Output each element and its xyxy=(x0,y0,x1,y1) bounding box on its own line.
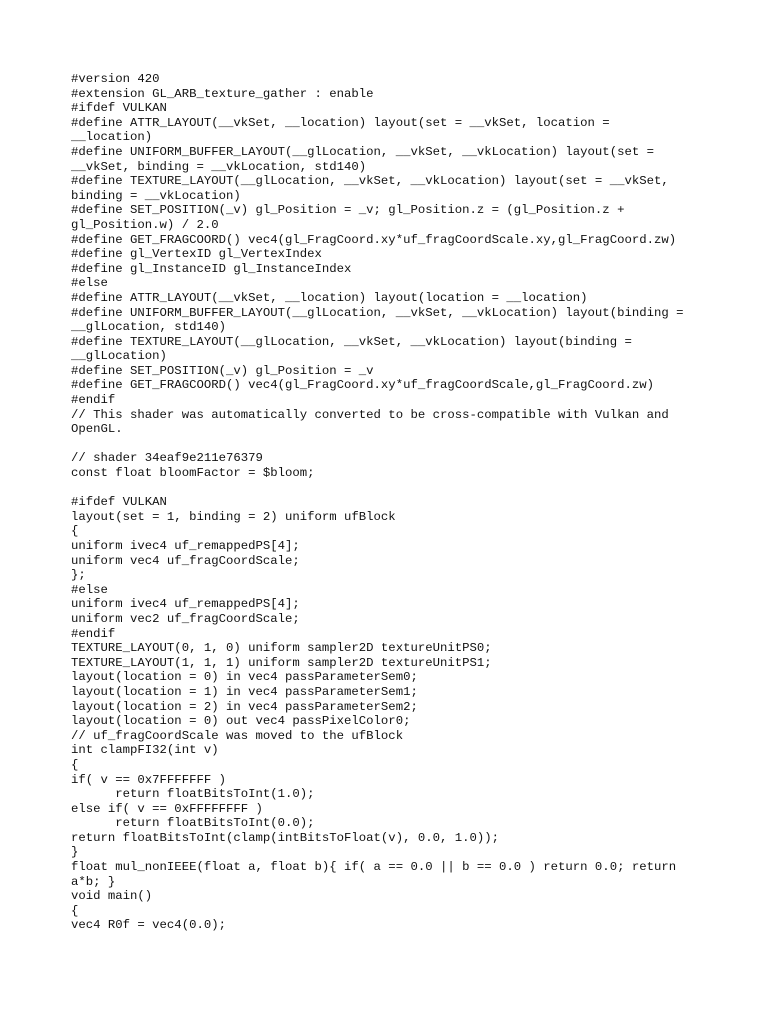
code-line: uniform vec4 uf_fragCoordScale; xyxy=(71,553,300,568)
code-line: vec4 R0f = vec4(0.0); xyxy=(71,918,226,933)
code-line: #else xyxy=(71,276,108,291)
code-line: layout(location = 2) in vec4 passParameterSem2; xyxy=(71,699,418,714)
code-line: #ifdef VULKAN xyxy=(71,101,167,116)
code-line: #ifdef VULKAN xyxy=(71,495,167,510)
code-line: #define GET_FRAGCOORD() vec4(gl_FragCoord.xy*uf_fragCoordScale.xy,gl_FragCoord.zw) xyxy=(71,232,677,247)
code-line: return floatBitsToInt(clamp(intBitsToFloat(v), 0.0, 1.0)); xyxy=(71,830,500,845)
code-line: }; xyxy=(71,568,86,583)
code-line: { xyxy=(71,903,79,918)
code-line: #define ATTR_LAYOUT(__vkSet, __location) layout(location = __location) xyxy=(71,290,588,305)
code-line: int clampFI32(int v) xyxy=(71,743,219,758)
code-line: #define UNIFORM_BUFFER_LAYOUT(__glLocation, __vkSet, __vkLocation) layout(binding = xyxy=(71,305,684,320)
code-line: // uf_fragCoordScale was moved to the ufBlock xyxy=(71,728,404,743)
code-line: void main() xyxy=(71,889,153,904)
code-line: OpenGL. xyxy=(71,422,123,437)
code-line: return floatBitsToInt(0.0); xyxy=(71,816,315,831)
code-line: __glLocation, std140) xyxy=(71,320,226,335)
code-line: #endif xyxy=(71,393,116,408)
code-line: layout(set = 1, binding = 2) uniform ufBlock xyxy=(71,509,396,524)
code-line: const float bloomFactor = $bloom; xyxy=(71,466,315,481)
code-line: float mul_nonIEEE(float a, float b){ if( a == 0.0 || b == 0.0 ) return 0.0; return xyxy=(71,860,677,875)
code-line: #define gl_InstanceID gl_InstanceIndex xyxy=(71,261,352,276)
code-line: gl_Position.w) / 2.0 xyxy=(71,217,219,232)
code-line: TEXTURE_LAYOUT(0, 1, 0) uniform sampler2D textureUnitPS0; xyxy=(71,641,492,656)
code-line: uniform ivec4 uf_remappedPS[4]; xyxy=(71,539,300,553)
code-line xyxy=(71,481,711,496)
code-line: #define gl_VertexID gl_VertexIndex xyxy=(71,247,322,262)
code-line: layout(location = 1) in vec4 passParameterSem1; xyxy=(71,684,418,699)
code-line: layout(location = 0) out vec4 passPixelColor0; xyxy=(71,714,411,729)
code-line: a*b; } xyxy=(71,874,116,889)
code-line: __glLocation) xyxy=(71,349,167,364)
code-line: #else xyxy=(71,582,108,597)
code-line: #endif xyxy=(71,626,116,641)
code-line: return floatBitsToInt(1.0); xyxy=(71,787,315,802)
code-line: binding = __vkLocation) xyxy=(71,188,241,203)
code-line: #define SET_POSITION(_v) gl_Position = _v; gl_Position.z = (gl_Position.z + xyxy=(71,203,625,218)
code-line: #define SET_POSITION(_v) gl_Position = _v xyxy=(71,363,374,378)
code-line: else if( v == 0xFFFFFFFF ) xyxy=(71,801,263,816)
code-line: // This shader was automatically converted to be cross-compatible with Vulkan and xyxy=(71,407,669,422)
code-line: // shader 34eaf9e211e76379 xyxy=(71,451,263,466)
code-line: __vkSet, binding = __vkLocation, std140) xyxy=(71,159,367,174)
shader-source-code xyxy=(71,72,711,933)
code-line: #define TEXTURE_LAYOUT(__glLocation, __vkSet, __vkLocation) layout(set = __vkSet, xyxy=(71,174,669,189)
code-line: TEXTURE_LAYOUT(1, 1, 1) uniform sampler2D textureUnitPS1; xyxy=(71,655,492,670)
code-line: #extension GL_ARB_texture_gather : enable xyxy=(71,86,374,101)
code-line: #define ATTR_LAYOUT(__vkSet, __location) layout(set = __vkSet, location = xyxy=(71,115,610,130)
code-line: #define GET_FRAGCOORD() vec4(gl_FragCoord.xy*uf_fragCoordScale,gl_FragCoord.zw) xyxy=(71,378,654,393)
code-line: uniform ivec4 uf_remappedPS[4]; xyxy=(71,597,300,612)
code-line: #version 420 xyxy=(71,72,160,86)
code-line xyxy=(71,437,711,452)
code-line: { xyxy=(71,524,79,539)
code-line: #define TEXTURE_LAYOUT(__glLocation, __vkSet, __vkLocation) layout(binding = xyxy=(71,334,632,349)
code-line: __location) xyxy=(71,130,153,145)
code-line: uniform vec2 uf_fragCoordScale; xyxy=(71,611,300,626)
code-line: } xyxy=(71,845,79,860)
code-line: { xyxy=(71,757,79,772)
code-line: layout(location = 0) in vec4 passParameterSem0; xyxy=(71,670,418,685)
code-line: if( v == 0x7FFFFFFF ) xyxy=(71,772,226,787)
code-line: #define UNIFORM_BUFFER_LAYOUT(__glLocation, __vkSet, __vkLocation) layout(set = xyxy=(71,144,654,159)
